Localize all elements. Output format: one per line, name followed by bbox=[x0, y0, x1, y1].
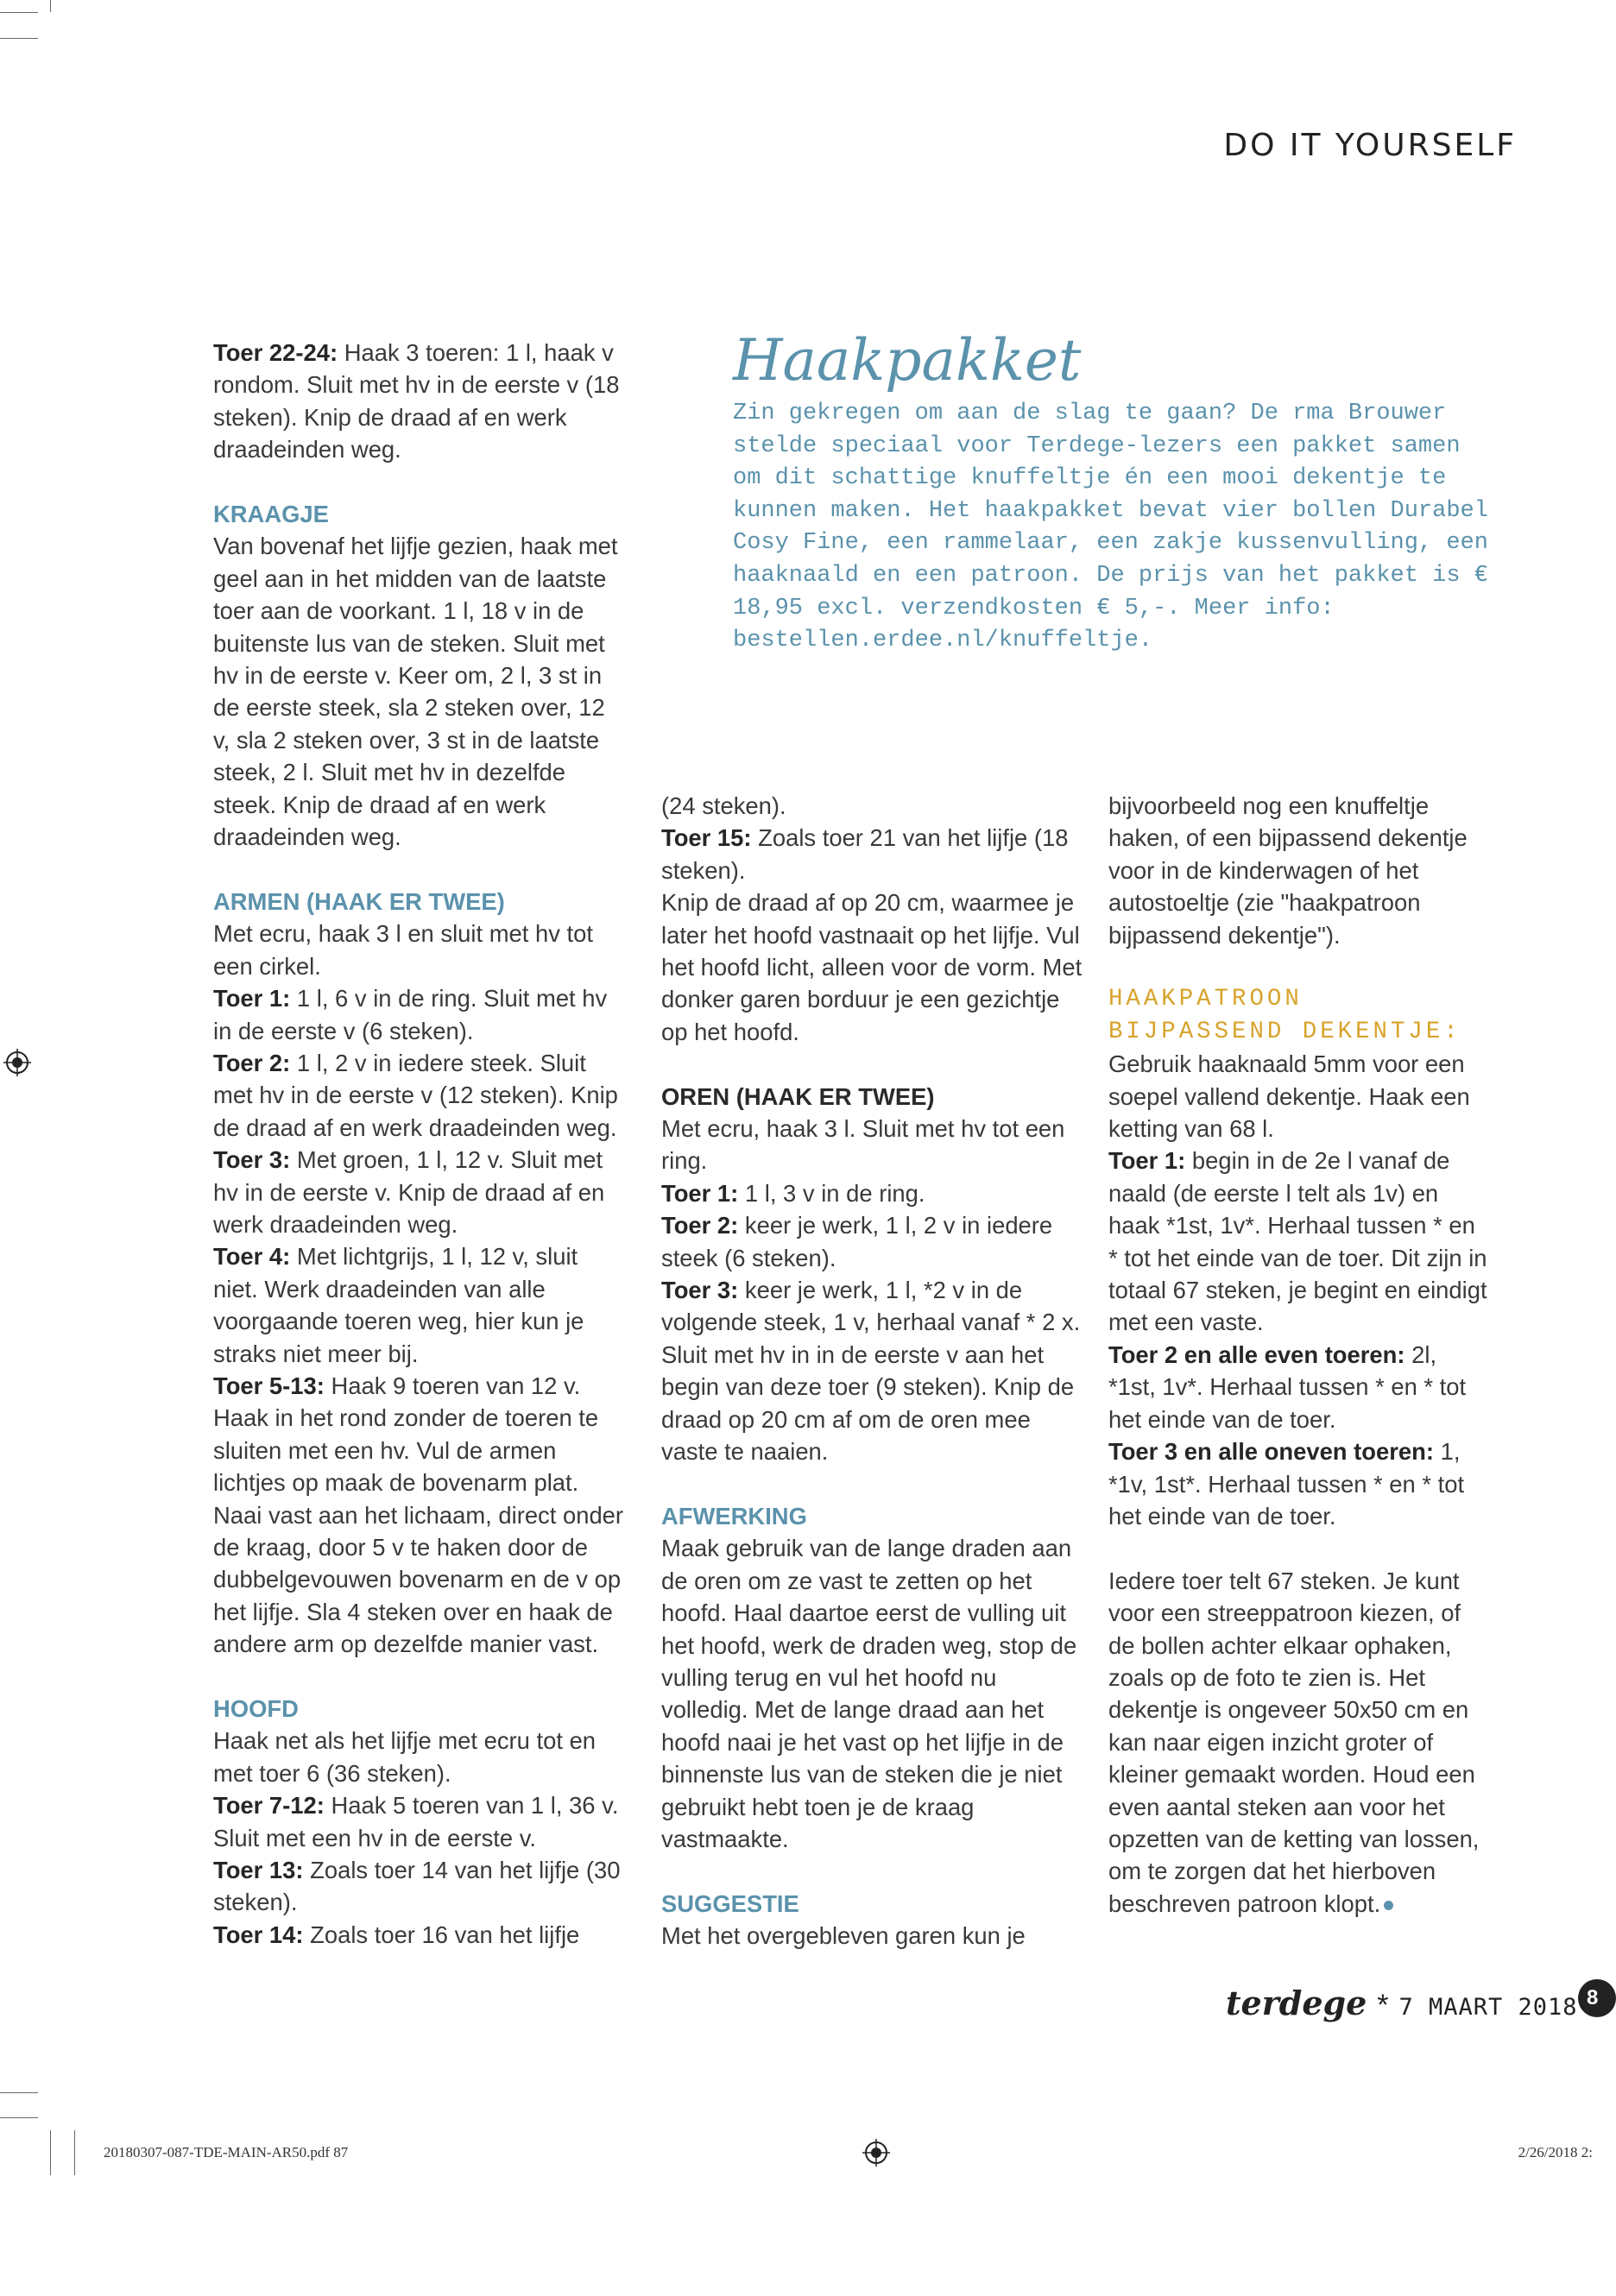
issue-date: 7 MAART 2018 bbox=[1398, 1994, 1578, 2021]
round-text: begin in de 2e l vanaf de naald (de eerste l telt als 1v) en haak *1st, 1v*. Herhaal tussen * en * tot het einde van de toer. Dit zijn in totaal 67 steken, je begint en eindigt met een vaste. bbox=[1108, 1147, 1487, 1336]
section-label: DO IT YOURSELF bbox=[1223, 128, 1517, 163]
paragraph bbox=[1108, 1145, 1488, 1338]
crop-mark bbox=[50, 0, 51, 12]
paragraph bbox=[661, 822, 1084, 886]
column-1 bbox=[213, 337, 628, 1951]
crop-mark bbox=[0, 12, 38, 13]
round-label: Toer 3: bbox=[661, 1277, 739, 1304]
oren-heading: OREN (HAAK ER TWEE) bbox=[661, 1082, 935, 1110]
crop-mark bbox=[0, 2092, 38, 2093]
registration-mark-icon bbox=[862, 2139, 890, 2167]
paragraph: Knip de draad af op 20 cm, waarmee je later het hoofd vastnaait op het lijfje. Vul het hoofd licht, alleen voor de vorm. Met donker garen borduur je een gezichtje op het hoofd. bbox=[661, 889, 1083, 1045]
paragraph bbox=[213, 1240, 628, 1370]
dekentje-heading: HAAKPATROON BIJPASSEND DEKENTJE: bbox=[1108, 986, 1461, 1045]
round-text: 1 l, 6 v in de ring. Sluit met hv in de eerste v (6 steken). bbox=[213, 985, 608, 1044]
paragraph bbox=[1108, 1339, 1488, 1435]
paragraph bbox=[661, 1209, 1084, 1274]
paragraph: Gebruik haaknaald 5mm voor een soepel vallend dekentje. Haak een ketting van 68 l. bbox=[1108, 1050, 1470, 1143]
end-mark-icon bbox=[1384, 1901, 1393, 1910]
slug-filename: 20180307-087-TDE-MAIN-AR50.pdf 87 bbox=[104, 2144, 349, 2160]
paragraph: Met het overgebleven garen kun je bbox=[661, 1922, 1026, 1950]
round-text: Zoals toer 21 van het lijfje (18 steken). bbox=[661, 824, 1069, 884]
star-icon: * bbox=[1377, 1989, 1389, 2022]
kit-box bbox=[733, 324, 1493, 658]
brand-logo: terdege bbox=[1226, 1984, 1367, 2022]
kraagje-heading: KRAAGJE bbox=[213, 501, 329, 528]
page-number: 8 bbox=[1578, 1979, 1616, 2017]
round-label: Toer 1: bbox=[1108, 1147, 1186, 1175]
paragraph bbox=[1108, 1435, 1488, 1532]
closing-text: Iedere toer telt 67 steken. Je kunt voor een streeppatroon kiezen, of de bollen achter elkaar ophaken, zoals op de foto te zien is. Het dekentje is ongeveer 50x50 cm en kan naar eigen inzicht groter of kleiner gemaakt worden. Houd een even aantal steken aan voor het opzetten van de ketting van lossen, om te zorgen dat het hierboven beschreven patroon klopt. bbox=[1108, 1567, 1480, 1917]
afwerking-heading: AFWERKING bbox=[661, 1502, 807, 1530]
crop-mark bbox=[0, 38, 38, 39]
round-text: Zoals toer 16 van het lijfje bbox=[303, 1921, 580, 1948]
paragraph: (24 steken). bbox=[661, 792, 786, 819]
round-text: Zoals toer 14 van het lijfje (30 steken). bbox=[213, 1857, 621, 1916]
round-text: 1 l, 3 v in de ring. bbox=[738, 1179, 925, 1207]
round-label: Toer 15: bbox=[661, 824, 752, 852]
round-label: Toer 7-12: bbox=[213, 1792, 325, 1820]
paragraph bbox=[213, 1919, 628, 1951]
paragraph: Met ecru, haak 3 l en sluit met hv tot een cirkel. bbox=[213, 920, 593, 980]
hoofd-heading: HOOFD bbox=[213, 1695, 299, 1723]
round-text: 1 l, 2 v in iedere steek. Sluit met hv in de eerste v (12 steken). Knip de draad af en werk draadeinden weg. bbox=[213, 1049, 618, 1141]
round-text: Met groen, 1 l, 12 v. Sluit met hv in de eerste v. Knip de draad af en werk draadeinden weg. bbox=[213, 1146, 605, 1238]
column-3 bbox=[1108, 790, 1488, 1920]
round-label: Toer 2 en alle even toeren: bbox=[1108, 1340, 1405, 1368]
round-label: Toer 3 en alle oneven toeren: bbox=[1108, 1438, 1434, 1466]
round-text: 2l, *1st, 1v*. Herhaal tussen * en * tot het einde van de toer. bbox=[1108, 1340, 1467, 1433]
round-label: Toer 13: bbox=[213, 1857, 304, 1884]
round-label: Toer 1: bbox=[213, 985, 291, 1012]
round-label: Toer 2: bbox=[661, 1212, 739, 1239]
paragraph bbox=[213, 1854, 628, 1919]
round-label: Toer 5-13: bbox=[213, 1372, 325, 1399]
kit-box-title: Haakpakket bbox=[733, 327, 1082, 394]
round-label: Toer 3: bbox=[213, 1146, 291, 1174]
paragraph bbox=[213, 1047, 628, 1144]
crop-mark bbox=[50, 2130, 51, 2175]
round-label: Toer 4: bbox=[213, 1243, 291, 1271]
paragraph bbox=[213, 1144, 628, 1240]
column-2 bbox=[661, 790, 1084, 1952]
paragraph: Met ecru, haak 3 l. Sluit met hv tot een ring. bbox=[661, 1115, 1065, 1175]
paragraph bbox=[213, 1789, 628, 1854]
round-text: Met lichtgrijs, 1 l, 12 v, sluit niet. Werk draadeinden van alle voorgaande toeren weg, hier kun je straks niet meer bij. bbox=[213, 1243, 584, 1367]
registration-mark-icon bbox=[3, 1049, 31, 1076]
paragraph bbox=[661, 1177, 1084, 1209]
paragraph bbox=[661, 1274, 1084, 1467]
suggestie-heading: SUGGESTIE bbox=[661, 1889, 799, 1917]
round-label: Toer 2: bbox=[213, 1049, 291, 1076]
paragraph: bijvoorbeeld nog een knuffeltje haken, of een bijpassend dekentje voor in de kinderwagen of het autostoeltje (zie "haakpatroon bijpassend dekentje"). bbox=[1108, 792, 1468, 949]
round-text: Haak 5 toeren van 1 l, 36 v. Sluit met een hv in de eerste v. bbox=[213, 1792, 619, 1851]
crop-mark bbox=[0, 2117, 38, 2118]
paragraph: Haak net als het lijfje met ecru tot en met toer 6 (36 steken). bbox=[213, 1727, 597, 1787]
paragraph bbox=[1108, 1565, 1488, 1920]
kit-box-text: Zin gekregen om aan de slag te gaan? De rma Brouwer stelde speciaal voor Terdege-lezers een pakket samen om dit schattige knuffeltje én een mooi dekentje te kunnen maken. Het haakpakket bevat vier bollen Durabel Cosy Fine, een rammelaar, een zakje kussenvulling, een haaknaald en een patroon. De prijs van het pakket is € 18,95 excl. verzendkosten € 5,-. Meer info: bestellen.erdee.nl/knuffeltje. bbox=[733, 401, 1488, 654]
paragraph bbox=[213, 1370, 628, 1661]
round-label: Toer 1: bbox=[661, 1179, 739, 1207]
round-text: keer je werk, 1 l, 2 v in iedere steek (6 steken). bbox=[661, 1212, 1053, 1271]
slug-date: 2/26/2018 2: bbox=[1518, 2144, 1593, 2160]
paragraph: Maak gebruik van de lange draden aan de oren om ze vast te zetten op het hoofd. Haal daartoe eerst de vulling uit het hoofd, werk de draden weg, stop de vulling terug en vul het hoofd nu volledig. Met de lange draad aan het hoofd naai je het vast op het lijfje in de binnenste lus van de steken die je niet gebruikt hebt toen je de kraag vastmaakte. bbox=[661, 1535, 1077, 1852]
paragraph bbox=[213, 982, 628, 1047]
round-text: keer je werk, 1 l, *2 v in de volgende steek, 1 v, herhaal vanaf * 2 x. Sluit met hv in in de eerste v aan het begin van deze toer (9 steken). Knip de draad op 20 cm af om de oren mee vaste te naaien. bbox=[661, 1277, 1081, 1466]
round-text: Haak 9 toeren van 12 v. Haak in het rond zonder de toeren te sluiten met een hv. Vul de armen lichtjes op maak de bovenarm plat. Naai vast aan het lichaam, direct onder de kraag, door 5 v te haken door de dubbelgevouwen bovenarm en de v op het lijfje. Sla 4 steken over en haak de andere arm op dezelfde manier vast. bbox=[213, 1372, 624, 1658]
round-label: Toer 14: bbox=[213, 1921, 304, 1948]
paragraph bbox=[213, 337, 628, 466]
armen-heading: ARMEN (HAAK ER TWEE) bbox=[213, 887, 505, 915]
round-label: Toer 22-24: bbox=[213, 339, 338, 366]
round-text: Haak 3 toeren: 1 l, haak v rondom. Sluit met hv in de eerste v (18 steken). Knip de draad af en werk draadeinden weg. bbox=[213, 339, 620, 464]
crop-mark bbox=[74, 2130, 75, 2175]
paragraph: Van bovenaf het lijfje gezien, haak met geel aan in het midden van de laatste toer aan de voorkant. 1 l, 18 v in de buitenste lus van de steken. Sluit met hv in de eerste v. Keer om, 2 l, 3 st in de eerste steek, sla 2 steken over, 12 v, sla 2 steken over, 3 st in de laatste steek, 2 l. Sluit met hv in dezelfde steek. Knip de draad af en werk draadeinden weg. bbox=[213, 533, 618, 851]
round-text: 1, *1v, 1st*. Herhaal tussen * en * tot het einde van de toer. bbox=[1108, 1438, 1465, 1530]
footer-brand bbox=[1226, 1984, 1578, 2022]
